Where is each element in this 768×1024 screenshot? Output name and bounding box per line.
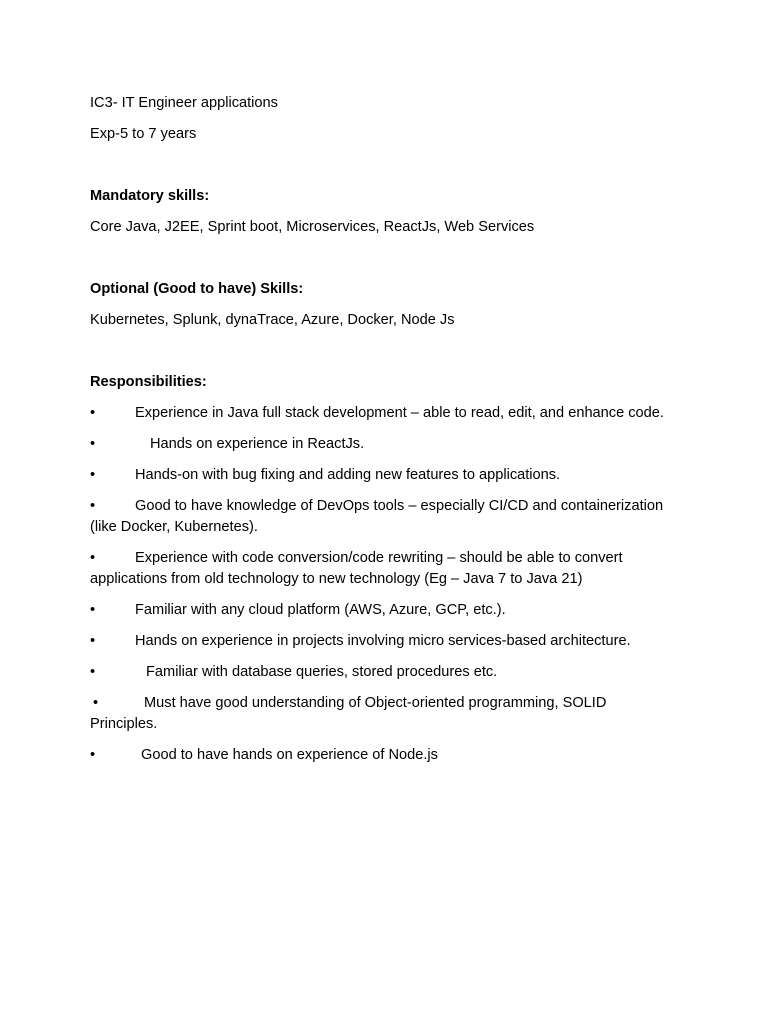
bullet-glyph: • — [90, 498, 96, 514]
responsibilities-heading: Responsibilities: — [90, 374, 207, 390]
list-item-text: Experience with code conversion/code rewriting – should be able to convert applications from old technology to new technology (Eg – Java 7 to Java 21) — [90, 550, 623, 587]
responsibilities-list — [90, 403, 670, 766]
list-item — [90, 745, 670, 766]
list-item-text: Hands on experience in projects involving micro services-based architecture. — [135, 633, 631, 649]
list-item — [90, 496, 670, 538]
list-item — [90, 403, 670, 424]
bullet-glyph: • — [90, 467, 96, 483]
bullet-glyph: • — [90, 747, 96, 763]
document-page — [90, 93, 670, 766]
list-item-text: Familiar with any cloud platform (AWS, Azure, GCP, etc.). — [135, 602, 506, 618]
optional-skills-text: Kubernetes, Splunk, dynaTrace, Azure, Docker, Node Js — [90, 312, 455, 328]
optional-skills-heading: Optional (Good to have) Skills: — [90, 281, 304, 297]
list-item — [90, 600, 670, 621]
list-item-text: Hands on experience in ReactJs. — [150, 436, 365, 452]
list-item-text: Hands-on with bug fixing and adding new features to applications. — [135, 467, 561, 483]
list-item — [90, 548, 670, 590]
list-item-text: Good to have hands on experience of Node.js — [141, 747, 438, 763]
bullet-glyph: • — [93, 695, 99, 711]
document-title: IC3- IT Engineer applications — [90, 95, 278, 111]
bullet-glyph: • — [90, 405, 96, 421]
bullet-glyph: • — [90, 550, 96, 566]
list-item — [90, 631, 670, 652]
list-item — [90, 465, 670, 486]
list-item-text: Must have good understanding of Object-oriented programming, SOLID Principles. — [90, 695, 607, 732]
list-item-text: Good to have knowledge of DevOps tools – especially CI/CD and containerization (like Docker, Kubernetes). — [90, 498, 664, 535]
list-item-text: Experience in Java full stack development – able to read, edit, and enhance code. — [135, 405, 664, 421]
bullet-glyph: • — [90, 664, 96, 680]
list-item — [90, 434, 670, 455]
list-item — [90, 662, 670, 683]
bullet-glyph: • — [90, 602, 96, 618]
mandatory-skills-heading: Mandatory skills: — [90, 188, 210, 204]
bullet-glyph: • — [90, 436, 96, 452]
list-item — [90, 693, 670, 735]
mandatory-skills-text: Core Java, J2EE, Sprint boot, Microservices, ReactJs, Web Services — [90, 219, 535, 235]
list-item-text: Familiar with database queries, stored procedures etc. — [146, 664, 498, 680]
experience-line: Exp-5 to 7 years — [90, 126, 197, 142]
bullet-glyph: • — [90, 633, 96, 649]
